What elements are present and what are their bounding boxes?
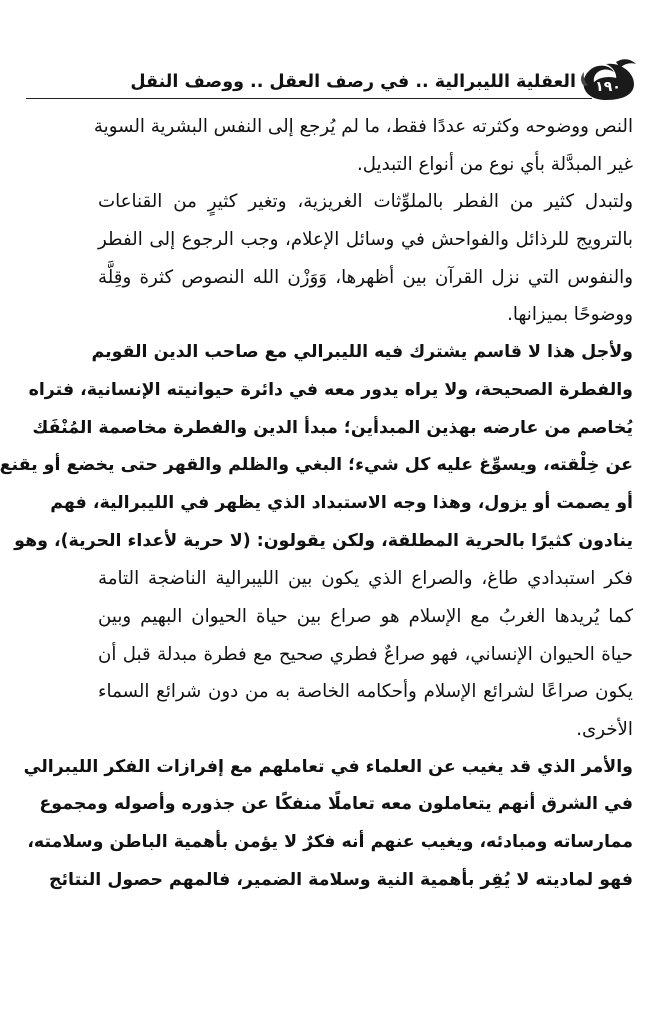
text-line: ينادون كثيرًا بالحرية المطلقة، ولكن يقولون: (لا حرية لأعداء الحرية)، وهو bbox=[14, 530, 633, 551]
text-line: ممارساته ومبادئه، ويغيب عنهم أنه فكرٌ لا يؤمن بأهمية الباطن وسلامته، bbox=[27, 832, 633, 853]
text-line: والأمر الذي قد يغيب عن العلماء في تعاملهم مع إفرازات الفكر الليبرالي bbox=[23, 756, 633, 777]
running-title: العقلية الليبرالية .. في رصف العقل .. ووصف النقل bbox=[130, 72, 576, 92]
text-line: غير المبدَّلة بأي نوع من أنواع التبديل. bbox=[356, 153, 633, 175]
text-line: حياة الحيوان الإنساني، فهو صراعٌ فطري صحيح مع فطرة مبدلة قبل أن bbox=[98, 643, 633, 665]
text-line: في الشرق أنهم يتعاملون معه تعاملًا منفكًا عن جذوره وأصوله ومجموع bbox=[39, 794, 633, 815]
running-header bbox=[26, 56, 638, 106]
text-line: عن خِلْقته، ويسوِّغ عليه كل شيء؛ البغي والظلم والقهر حتى يخضع أو يقنع bbox=[0, 455, 633, 476]
page-number: ١٩٠ bbox=[595, 79, 621, 95]
body-text bbox=[0, 108, 633, 899]
header-divider bbox=[26, 98, 592, 99]
text-line: أو يصمت أو يزول، وهذا وجه الاستبداد الذي يظهر في الليبرالية، فهم bbox=[50, 492, 633, 513]
text-line: والنفوس التي نزل القرآن بين أظهرها، وَوَزْن الله النصوص كثرة وقِلَّة bbox=[98, 266, 633, 288]
text-line: بالترويج للرذائل والفواحش في وسائل الإعلام، وجب الرجوع إلى الفطر bbox=[98, 229, 633, 251]
text-line: فهو لماديته لا يُقِر بأهمية النية وسلامة الضمير، فالمهم حصول النتائج bbox=[48, 869, 633, 890]
text-line: والفطرة الصحيحة، ولا يراه يدور معه في دائرة حيوانيته الإنسانية، فتراه bbox=[28, 379, 633, 400]
text-line: النص ووضوحه وكثرته عددًا فقط، ما لم يُرجع إلى النفس البشرية السوية bbox=[93, 116, 633, 137]
text-line: ووضوحًا بميزانها. bbox=[507, 304, 633, 326]
text-line: الأخرى. bbox=[576, 719, 633, 740]
text-line: ولأجل هذا لا قاسم يشترك فيه الليبرالي مع صاحب الدين القويم bbox=[91, 342, 633, 363]
text-line: يُخاصم من عارضه بهذين المبدأين؛ مبدأ الدين والفطرة مخاصمة المُنْفَك bbox=[32, 417, 633, 438]
text-line: فكر استبدادي طاغ، والصراع الذي يكون بين الليبرالية الناضجة التامة bbox=[98, 568, 633, 590]
text-line: كما يُريدها الغربُ مع الإسلام هو صراع بين حياة الحيوان البهيم وبين bbox=[98, 605, 633, 627]
text-line: يكون صراعًا لشرائع الإسلام وأحكامه الخاصة به من دون شرائع السماء bbox=[98, 681, 633, 703]
page-number-badge bbox=[576, 56, 638, 102]
text-line: ولتبدل كثير من الفطر بالملوِّثات الغريزية، وتغير كثيرٍ من القناعات bbox=[98, 191, 633, 213]
